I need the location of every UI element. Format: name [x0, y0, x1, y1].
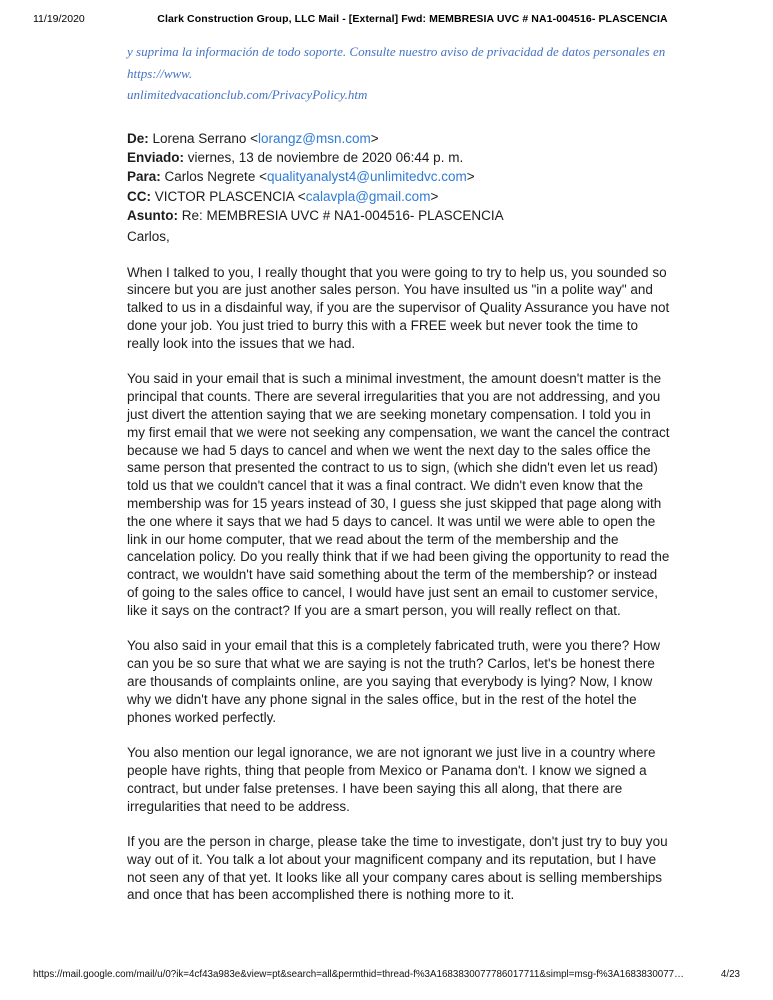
cc-name: VICTOR PLASCENCIA < — [151, 188, 306, 204]
header-subject — [127, 206, 687, 225]
footer-page-number: 4/23 — [720, 969, 740, 980]
body-paragraph-4: You also mention our legal ignorance, we are not ignorant we just live in a country where people have rights, thing that people from Mexico or Panama don't. I know we signed a contract, but under false pretenses. I have been saying this all along, that there are irregularities that need to be address. — [127, 745, 656, 814]
from-label: De: — [127, 131, 149, 146]
header-sent — [127, 148, 687, 167]
cc-label: CC: — [127, 188, 151, 204]
body-paragraph-2: You said in your email that is such a minimal investment, the amount doesn't matter is the principal that counts. There are several irregularities that you are not addressing, and you just divert the attention saying that we are seeking monetary compensation. I told you in my first email that we were not seeking any compensation, we want the cancel the contract because we had 5 days to cancel and when we went the next day to the sales office the same person that presented the contract to us to sign, (which she didn't even let us read) told us that we couldn't cancel that it was a final contract. We didn't even know that the membership was for 15 years instead of 30, I guess she just skipped that page along with the one where it says that we had 5 days to cancel. It was until we were able to open the link in our home computer, that we read about the term of the membership and the cancelation policy. Do you really think that if we had been giving the opportunity to read the contract, we wouldn't have said something about the term of the membership? or instead of going to the sales office to cancel, I would have just sent an email to customer service, like it says on the contract? If you are a smart person, you will really reflect on that. — [127, 371, 670, 618]
subject-label: Asunto: — [127, 207, 178, 223]
cc-email-link[interactable]: calavpla@gmail.com — [305, 188, 431, 204]
body-paragraph-3: You also said in your email that this is a completely fabricated truth, were you there? How can you be so sure that what we are saying is not the truth? Carlos, let's be honest there are thousands of complaints online, are you saying that everybody is lying? Now, I know why we didn't have any phone signal in the sales office, but in the rest of the hotel the phones worked perfectly. — [127, 638, 661, 725]
footer-source-url[interactable]: https://mail.google.com/mail/u/0?ik=4cf43a983e&view=pt&search=all&permthid=thread-f%3A1683830077786017711&simpl=msg-f%3A1683830077… — [33, 969, 684, 980]
header-cc — [127, 187, 687, 206]
email-meta-headers — [127, 129, 687, 225]
email-body — [127, 228, 670, 922]
sent-label: Enviado: — [127, 150, 185, 166]
header-to — [127, 167, 687, 186]
privacy-policy-link-continued[interactable]: unlimitedvacationclub.com/PrivacyPolicy.htm — [127, 87, 368, 102]
body-paragraph-5: If you are the person in charge, please take the time to investigate, don't just try to buy you way out of it. You talk a lot about your magnificent company and its reputation, but I have not seen any of that yet. It looks like all your company cares about is selling memberships and once that has been accomplished there is nothing more to it. — [127, 834, 668, 903]
print-footer — [33, 969, 740, 980]
from-email-link[interactable]: lorangz@msn.com — [257, 131, 371, 146]
sent-date: viernes, 13 de noviembre de 2020 06:44 p. m. — [184, 150, 464, 166]
privacy-disclaimer — [127, 41, 672, 106]
to-name: Carlos Negrete < — [160, 169, 267, 185]
print-header — [0, 13, 773, 29]
to-suffix: > — [466, 169, 475, 185]
disclaimer-text: y suprima la información de todo soporte. Consulte nuestro aviso de privacidad de datos personales en — [127, 44, 666, 59]
cc-suffix: > — [430, 188, 439, 204]
subject-text: Re: MEMBRESIA UVC # NA1-004516- PLASCENCIA — [178, 207, 504, 223]
from-name: Lorena Serrano < — [148, 131, 258, 146]
header-from — [127, 129, 687, 148]
print-title: Clark Construction Group, LLC Mail - [External] Fwd: MEMBRESIA UVC # NA1-004516- PLASCENCIA — [157, 13, 668, 25]
print-date: 11/19/2020 — [33, 13, 85, 25]
salutation: Carlos, — [127, 229, 170, 244]
to-label: Para: — [127, 169, 161, 185]
body-paragraph-1: When I talked to you, I really thought that you were going to try to help us, you sounded so sincere but you are just another sales person. You have insulted us "in a polite way" and talked to us in a disdainful way, if you are the supervisor of Quality Assurance you have not done your job. You just tried to burry this with a FREE week but never took the time to really look into the issues that we had. — [127, 264, 670, 351]
privacy-policy-link[interactable]: https://www. — [127, 65, 193, 81]
to-email-link[interactable]: qualityanalyst4@unlimitedvc.com — [266, 169, 467, 185]
from-suffix: > — [370, 131, 379, 146]
